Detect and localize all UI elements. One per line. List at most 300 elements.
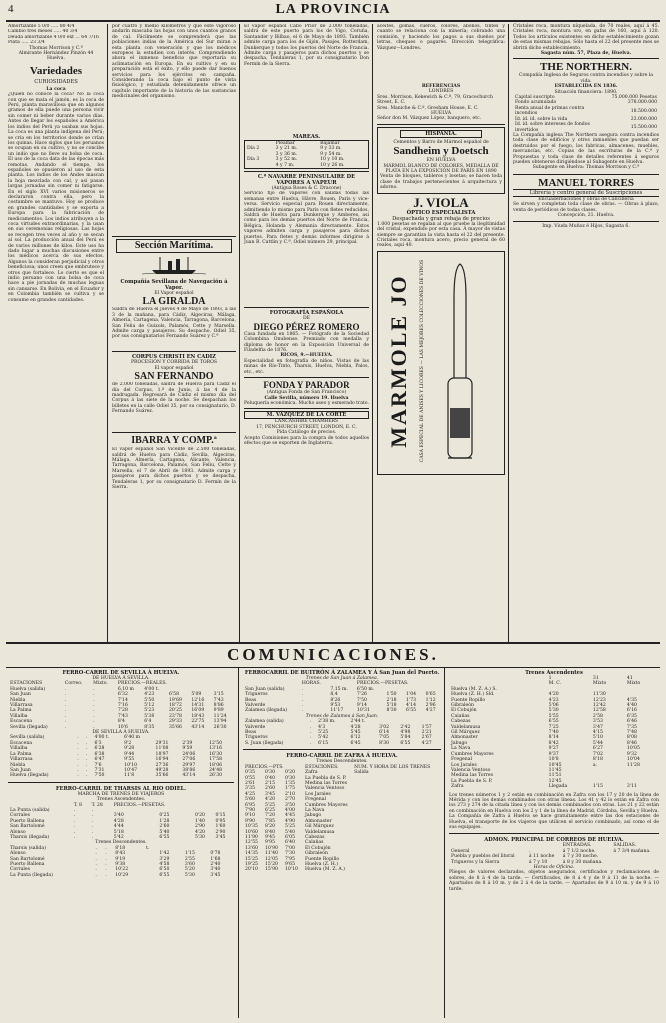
- railway-direction: DE HUELVA Á SEVILLA.: [92, 676, 150, 681]
- table-cell: La Nava: [451, 746, 471, 752]
- table-cell: 4'14: [406, 703, 417, 709]
- table-cell: 10'35: [245, 824, 258, 830]
- table-row: [303, 867, 441, 872]
- buitron-table-2: [243, 719, 441, 746]
- table-cell: .: [105, 856, 107, 862]
- marmolejo-label: MARMOLE JO: [386, 274, 411, 448]
- table-cell: 0'35: [245, 770, 256, 776]
- table-cell: 4'45: [285, 813, 296, 819]
- table-cell: 12'16: [191, 697, 205, 703]
- corte-details-2: Acepto Comisiones para la compra de todos aquellos efectos que se exporten de Inglaterra.: [244, 435, 369, 446]
- table-cell: San Juan: [10, 767, 31, 773]
- table-cell: 9'89: [213, 708, 224, 714]
- table-cell: 3'29: [159, 856, 170, 862]
- table-cell: 5'12: [144, 703, 155, 709]
- table-cell: 2'90: [194, 824, 205, 830]
- corpus-title: CORPUS CHRISTI EN CADIZ: [132, 354, 216, 361]
- marmolejo-ad: [377, 251, 505, 475]
- railway-direction: Trenes Descendentes.: [95, 840, 147, 846]
- railway-direction: DE SEVILLA Á HUELVA.: [92, 730, 150, 736]
- table-cell: 16'94: [155, 757, 169, 763]
- table-cell: 27'36: [155, 762, 169, 768]
- table-cell: Escacena: [10, 719, 33, 725]
- tides-cell: 3 y 52 m.: [275, 157, 298, 163]
- table-row: [449, 854, 659, 859]
- table-cell: 3'45: [210, 872, 221, 878]
- railway-title: FERRO-CARRIL DE ZAFRA Á HUELVA.: [286, 753, 398, 760]
- table-cell: 2'61: [245, 780, 256, 786]
- table-cell: Medina las Torres: [451, 773, 493, 779]
- table-cell: .: [77, 740, 79, 746]
- table-cell: 49'28: [155, 767, 169, 773]
- tides-cell: 10 y 26 m.: [320, 162, 345, 168]
- railway-title: FERRO-CARRIL DE THARSIS AL RIO ODIEL.: [55, 785, 187, 792]
- table-cell: .: [301, 686, 304, 692]
- divider: [513, 174, 659, 175]
- table-cell: 8'14: [548, 735, 559, 741]
- divider: [244, 408, 369, 409]
- table-cell: 6'47: [94, 757, 105, 763]
- company-title: IBARRA Y COMP.ª: [131, 435, 217, 447]
- page-number: 4: [8, 3, 14, 15]
- table-cell: San Juan: [10, 692, 31, 698]
- table-cell: 10'29: [115, 872, 129, 878]
- section-rule: [6, 667, 660, 668]
- table-cell: 5'40: [159, 829, 170, 835]
- tides-cell: 3 y 21 m.: [275, 146, 298, 152]
- table-cell: 0'20: [285, 770, 296, 776]
- table-cell: 12'50: [209, 740, 223, 746]
- tides-cell: [245, 163, 274, 169]
- table-cell: 10'6: [117, 724, 128, 730]
- table-cell: 24'48: [209, 767, 223, 773]
- viola-continuation: Cristales roca, montura níquelada, de 70 reales, aquí á 45. Cristales roca, montura oro, en gafas de 160, aquí á 120. Todos los artículos existentes en dicho establecimiento gozan de estas mismas rebajas. Sólo hasta el 22 del presente mes se abrirá dicho establecimiento.: [513, 24, 659, 51]
- table-cell: 13'16: [209, 746, 223, 752]
- table-row: [243, 840, 303, 845]
- table-cell: La Palma: [10, 708, 32, 714]
- table-cell: 10'04: [626, 757, 640, 763]
- table-cell: 7'28: [117, 708, 128, 714]
- table-cell: 7'02: [592, 751, 603, 757]
- zafra-ascendentes: [449, 670, 659, 892]
- table-cell: Zalamea (salida): [245, 719, 284, 725]
- table-cell: .: [64, 703, 67, 709]
- table-cell: 5'06: [548, 703, 559, 709]
- bottle-icon: [418, 258, 502, 468]
- navarre-title: C.ª NAVARRE PENINSULAIRE DE VAPORES A VAPEUR: [257, 174, 356, 187]
- table-cell: 5'10: [592, 735, 603, 741]
- section-rule: [6, 642, 660, 644]
- table-cell: .: [64, 713, 67, 719]
- table-cell: 10'8: [548, 757, 559, 763]
- table-cell: 19'69: [168, 697, 182, 703]
- rows: [243, 719, 441, 746]
- table-cell: Corrales: [10, 813, 30, 819]
- table-cell: 10'90: [265, 845, 278, 851]
- table-cell: Fregenal: [305, 797, 326, 803]
- tides-cell: Día 2: [247, 146, 260, 152]
- table-cell: 5'44: [592, 740, 603, 746]
- viola-address: Sagasta núm. 57, Plaza de, Huelva.: [540, 51, 632, 57]
- table-cell: 1'04: [406, 692, 417, 698]
- market-item: Plata ..... 23 3/4: [8, 40, 45, 46]
- table-cell: Fregenal: [451, 757, 472, 763]
- table-cell: 16'30: [209, 751, 223, 757]
- company-name: Compañía Sevillana de Navegación á Vapor.: [120, 279, 228, 291]
- table-cell: .: [64, 686, 67, 692]
- table-cell: 19'25: [245, 862, 258, 867]
- table-cell: Puerto Ballena: [10, 862, 45, 867]
- table-cell: 4'40: [626, 703, 637, 709]
- printer-name: Thomas Morrison y C.ª: [29, 45, 83, 51]
- northern-cell: 23.000.000: [630, 116, 657, 122]
- table-cell: Valdelamusa: [305, 829, 335, 835]
- corte-title: M. VÁZQUEZ DE LA CORTE: [244, 411, 369, 419]
- table-cell: 9'27: [548, 746, 559, 752]
- table-cell: Gibraleón: [305, 851, 328, 857]
- table-cell: Jabugo: [451, 740, 468, 746]
- rows: [8, 846, 234, 878]
- table-cell: Puerto Ballena: [10, 818, 45, 824]
- table-cell: 12'58: [592, 708, 606, 714]
- column-rule: [239, 24, 240, 642]
- table-cell: Niebla: [10, 762, 26, 768]
- article-body: ¿Quién no conoce la coca? No la coca con que se mata el jamón, es la coca de Perú, planta maravillosa que en algunos gramos de ella puede una persona vivir sin comer ni beber durante varios días. Antes de llegar los españoles a América los indios del Perú ya usaban sus hojas. La coca es una planta indígena del Perú; se cría en los territorios donde se crían los quinas. Hace siglos que los peruanos se ocupan en su cultivo, y no se concibe un indio que no lleve su bolsa de coca. El uso de la coca data de las épocas más remotas. Andando el tiempo, los españoles se opusieron al uso de esta planta. Los indios de los Andes mascan la hoja mezclada con cal, y así pasan largas jornadas sin comer ni fatigarse. En el siglo XVI varios misioneros se declararon contra ella, pero la costumbre se mantuvo. Hoy se produce en grandes cantidades y se exporta a Europa para la fabricación de medicamentos. Los indios atribuyen a la coca virtudes extraordinarias, y la usan en sus ceremonias religiosas. Las hojas se recogen tres veces al año y se secan al sol. La producción anual del Perú es de varios millones de kilos. Este uso ha dado lugar a muchas discusiones entre los médicos acerca de sus efectos. Algunos la consideran perjudicial y otros beneficiosa; unos creen que embrutece y otros que fortalece. Lo cierto es que el indio peruano con una bolsa de coca hace a pie jornadas de muchas leguas sin cansarse. En Bolivia, en el Ecuador y en Colombia también se cultiva y se consume en grandes cantidades.: [8, 92, 104, 303]
- viola-title: J. VIOLA: [413, 194, 469, 210]
- table-cell: 0'15: [215, 813, 226, 819]
- corpus-subtitle: PROCESIÓN Y CORRIDA DE TOROS: [130, 360, 218, 366]
- table-cell: 7'43: [117, 713, 128, 719]
- table-cell: Fuente Ropillo: [305, 856, 340, 862]
- table-cell: 9'32: [626, 751, 637, 757]
- table-row: [243, 851, 303, 856]
- table-cell: 2'70: [285, 797, 296, 803]
- ship-details: Saldrá de Huelva el jueves 4 de Mayo de 1893, á las 3 de la mañana, para Cádiz, Algeciras, Málaga, Almería, Cartagena, Valencia, Tarragona, Barcelona, San Feliu de Guixols, Palamós, Cette y Marsella. Admite carga y pasajeros. Su despacho, Odiel 35, por sus consignatarios Fernando Suárez y C.ª: [112, 307, 236, 340]
- table-cell: 10'31: [356, 708, 370, 714]
- table-row: [243, 867, 303, 872]
- table-cell: 1'28: [159, 818, 170, 824]
- torres-address: Concepción, 21. Huelva.: [557, 212, 615, 218]
- table-cell: .: [77, 762, 79, 768]
- table-cell: 5'30: [548, 708, 559, 714]
- table-cell: á 11 noche: [528, 854, 555, 860]
- table-cell: Villalba: [10, 713, 28, 719]
- table-cell: 5'23: [144, 708, 155, 714]
- table-cell: 4'00 t.: [144, 686, 160, 692]
- table-cell: Gil Márquez: [451, 730, 480, 736]
- table-cell: 7'31: [94, 767, 105, 773]
- table-cell: 24'06: [182, 751, 196, 757]
- table-cell: .: [85, 746, 88, 752]
- tides-header: Pleamar: [275, 141, 295, 146]
- table-cell: 11'40: [265, 851, 278, 857]
- table-cell: Tharsis (salida): [10, 845, 46, 851]
- column-rule: [444, 668, 445, 1018]
- table-cell: 10'47: [124, 767, 138, 773]
- table-cell: 6'3: [94, 740, 102, 746]
- table-cell: 8'30: [379, 740, 390, 746]
- table-cell: 5'42: [113, 834, 124, 840]
- table-cell: .: [93, 703, 95, 709]
- divider: [449, 833, 659, 834]
- table-cell: 5'84: [400, 735, 411, 741]
- table-cell: 27'06: [182, 757, 196, 763]
- table-cell: 5'25: [265, 802, 276, 808]
- cement-city: EN HUELVA: [426, 158, 456, 164]
- table-cell: 7'25: [548, 724, 559, 730]
- table-cell: 35'66: [155, 773, 169, 779]
- table-cell: 6'4: [144, 719, 152, 725]
- table-cell: 6'40: [285, 840, 296, 846]
- railway-title: FERROCARRIL DE BUITRÓN Á ZALAMEA Y Á San Juan del Puerto.: [244, 670, 440, 676]
- table-cell: 6'25: [265, 807, 276, 813]
- table-cell: Beas: [245, 730, 257, 736]
- table-cell: 4'23: [548, 697, 559, 703]
- ship-intro: El Vapor español: [154, 291, 194, 296]
- table-cell: 26'30: [213, 724, 227, 730]
- viola-subtitle: ÓPTICO ESPECIALISTA: [406, 209, 476, 216]
- table-cell: Medina las Torres: [305, 780, 347, 786]
- table-cell: El Cobujón: [451, 708, 477, 714]
- table-cell: La Nava: [305, 807, 325, 813]
- table-cell: .: [91, 818, 94, 824]
- table-cell: Sevilla (llegada): [10, 724, 48, 730]
- northern-cell: 378.000.000: [627, 100, 657, 106]
- column-3: [244, 24, 369, 446]
- printer-address: Almirante Hernández Pinzón 44: [18, 51, 94, 57]
- table-cell: 8'30: [386, 708, 397, 714]
- table-cell: 15'20: [265, 862, 278, 867]
- table-cell: t.: [146, 845, 150, 851]
- tides-cell: Día 3: [247, 157, 260, 163]
- table-cell: 2'39: [182, 740, 193, 746]
- table-cell: Zalamea (llegada): [245, 708, 288, 714]
- table-cell: .: [301, 708, 304, 714]
- northern-cell: 75.000.000 Pesetas: [611, 95, 657, 101]
- table-cell: 29'33: [168, 719, 182, 725]
- table-cell: [415, 867, 426, 872]
- table-cell: .: [77, 735, 79, 741]
- tharsis-table-2: [8, 846, 234, 878]
- reference-item: Señor don M. Vázquez López, banquero, etc.: [377, 116, 482, 122]
- table-cell: Almonaster: [451, 735, 478, 741]
- table-row: [243, 797, 303, 802]
- table-cell: 11'51: [548, 773, 562, 779]
- table-cell: 0'65: [425, 692, 436, 698]
- table-cell: 3'02: [379, 724, 390, 730]
- postal-hours-title: Horas de Oficina.: [533, 865, 575, 870]
- rows: [8, 735, 234, 778]
- col-header: SALIDAS.: [613, 843, 637, 849]
- table-cell: 5'42: [318, 735, 329, 741]
- table-cell: 16'09: [191, 708, 205, 714]
- tides-title: MAREAS.: [292, 134, 321, 140]
- table-cell: 4'90: [285, 818, 296, 824]
- table-cell: 8'4: [117, 719, 125, 725]
- table-cell: 2'42: [400, 724, 411, 730]
- table-cell: .: [77, 751, 79, 757]
- table-cell: 5'55: [548, 713, 559, 719]
- divider: [513, 58, 659, 59]
- references-title: REFERENCIAS: [421, 84, 461, 89]
- navarre-details: Servicio fijo de vapores con salidas todas las semanas entre Huelva, Hâvre, Rouen, París y vice-versa. Servicio especial para Rouen directamente, admitiendo lo mismo para París con fletes reducidos. Saldrá de Huelva para Dunkerque y Amberes, así como para los demás puertos del Norte de Francia, Bélgica, Holanda y Alemania directamente. Estos vapores admiten carga y pasajeros para dichos puertos. Para fletes y demás informes dirigirse á Juan B. Cattlin y C.ª, Odiel número 29, principal.: [244, 191, 369, 246]
- table-cell: 5'60: [245, 797, 256, 803]
- table-cell: .: [105, 872, 107, 878]
- table-cell: 3'35: [245, 786, 256, 792]
- table-cell: 2'55: [184, 856, 195, 862]
- table-cell: 6'55: [159, 834, 170, 840]
- table-cell: .: [85, 773, 88, 779]
- table-cell: 4'27: [421, 740, 432, 746]
- table-cell: 5'30: [194, 834, 205, 840]
- photo-details-2: Especialidad en fotografía de niños. Vistas de las minas de Río-Tinto, Tharsis, Huelva, Niebla, Palos, etc., etc.: [244, 358, 369, 375]
- column-rule: [107, 24, 108, 642]
- table-cell: 9'65: [285, 862, 296, 867]
- table-cell: 2'21: [421, 730, 432, 736]
- table-cell: 12'23: [592, 697, 606, 703]
- table-cell: .: [64, 697, 67, 703]
- table-cell: .: [85, 762, 88, 768]
- col-header: PRECIOS.—PESETAS.: [113, 802, 166, 808]
- table-cell: 5'45: [350, 730, 361, 736]
- table-cell: La Punta (salida): [10, 807, 50, 813]
- table-cell: 6'55: [406, 708, 417, 714]
- table-cell: .: [73, 834, 76, 840]
- torres-subtitle-2: Encuadernaciones y obras de Cancillería: [538, 196, 634, 202]
- table-cell: 9'95: [265, 840, 276, 846]
- corte-continuation: aceites, gomas, cueros, colores, abonos, tintes y cuanto se relaciona con la minería; cobrando una comisión, y haciendo los pagos a sus dueños por letras, cheques o pagarés. Dirección telegráfica: Vázquez—Londres.: [377, 24, 505, 51]
- rows: [243, 770, 303, 873]
- table-cell: San Bartolomé: [10, 856, 45, 862]
- table-cell: 6'15: [318, 740, 329, 746]
- column-rule: [372, 24, 373, 642]
- table-cell: 9'55: [124, 757, 135, 763]
- table-cell: 29'31: [155, 740, 169, 746]
- northern-cell: Capital suscripto: [515, 95, 555, 101]
- ship-intro: El vapor español: [154, 365, 194, 371]
- table-cell: 4'35: [626, 697, 637, 703]
- table-cell: 7'14: [117, 697, 128, 703]
- table-cell: 15'90: [265, 867, 278, 873]
- column-rule: [508, 24, 509, 642]
- table-cell: 20'25: [168, 708, 182, 714]
- photo-de: DE: [302, 316, 311, 322]
- table-cell: 5'20: [184, 867, 195, 873]
- table-cell: 7'50: [94, 773, 105, 779]
- col-header: PRECIOS.—REALES.: [117, 681, 167, 687]
- table-cell: 13'94: [213, 719, 227, 725]
- table-cell: 4'23: [144, 692, 155, 698]
- col-header: T. 8: [73, 802, 82, 808]
- table-cell: á 8 y 30 mañana.: [562, 859, 603, 865]
- table-cell: Valdelamusa: [451, 724, 481, 730]
- table-cell: 0'78: [210, 851, 221, 857]
- table-cell: 10'10: [285, 867, 298, 873]
- tides-header: Bajamar: [320, 141, 340, 146]
- table-cell: Huelva (llegada): [10, 773, 49, 779]
- table-cell: 6'45: [350, 740, 361, 746]
- table-cell: Cumbres Mayores: [451, 751, 494, 757]
- table-cell: .: [85, 757, 88, 763]
- table-cell: 29'97: [182, 762, 196, 768]
- table-cell: 5'18: [386, 703, 397, 709]
- ship-details: El vapor español Cabo Prior de 2.000 toneladas, saldrá de este puerto para los de Vigo, Coruña, Santander y Bilbao, el 6 de Mayo de 1893. También admite carga para los de Gijón, Pasajes, Rotterdam, Dunkerque y todos los puertos del Norte de Francia. Admite carga y pasajeros para dichos puertos y se despacha, Tendaleras 1, por su consignatario Don Fermín de la Sierra.: [244, 24, 369, 67]
- table-cell: Zafra: [305, 770, 318, 776]
- table-cell: Villalba: [10, 746, 28, 752]
- table-cell: 3'45: [215, 834, 226, 840]
- table-cell: .: [77, 767, 79, 773]
- northern-cell: Fondo acumulado: [515, 100, 557, 106]
- table-cell: 1'60: [215, 824, 226, 830]
- northern-cell: 18.500.000: [630, 108, 657, 114]
- table-cell: 4'00: [285, 807, 296, 813]
- table-cell: Villarrasa: [10, 703, 33, 709]
- table-cell: 0'95: [215, 818, 226, 824]
- table-cell: Escacena: [10, 740, 33, 746]
- table-cell: 6'32: [117, 692, 128, 698]
- table-cell: 7'30: [285, 851, 296, 857]
- table-cell: 0'20: [194, 813, 205, 819]
- table-cell: 6'38: [94, 751, 105, 757]
- fonda-title: FONDA Y PARADOR: [263, 380, 350, 391]
- table-cell: Trigueros y la Sierra: [451, 859, 500, 865]
- table-cell: .: [309, 724, 312, 730]
- table-cell: .: [309, 719, 312, 725]
- table-cell: 1'57: [421, 724, 432, 730]
- table-cell: 11'17: [330, 708, 344, 714]
- market-list: [8, 24, 104, 46]
- table-cell: 3'50: [285, 802, 296, 808]
- table-cell: 3'60: [184, 862, 195, 867]
- table-cell: 8'35: [144, 724, 155, 730]
- torres-details: Se sirven y completan toda clase de obras. — Obras á plazo, venta de periódicos de todas clases.: [513, 202, 659, 213]
- table-cell: San Juan (salida): [245, 686, 285, 692]
- railway-direction: Trenes de San Juan á Zalamea.: [305, 676, 379, 681]
- table-cell: 1'50: [386, 692, 397, 698]
- table-cell: .: [64, 719, 67, 725]
- table-cell: Jabugo: [305, 813, 322, 819]
- railway-subtitle: MARCHA DE TRENES DE VIAJEROS: [77, 791, 165, 797]
- table-cell: [403, 867, 414, 872]
- table-cell: 12'42: [592, 703, 606, 709]
- table-row: [8, 824, 234, 829]
- table-row: [8, 773, 234, 778]
- table-cell: 4'27: [425, 708, 436, 714]
- tides-cell: 4 y 7 m.: [275, 162, 295, 168]
- table-cell: 9'10: [245, 813, 256, 819]
- table-cell: Villarrasa: [10, 757, 33, 763]
- table-cell: .: [95, 845, 97, 851]
- table-cell: 43'14: [191, 724, 205, 730]
- ship-name: SAN FERNANDO: [134, 371, 214, 383]
- table-cell: 4'20: [265, 797, 276, 803]
- table-cell: Sevilla (salida): [10, 735, 45, 741]
- table-cell: 9'19: [115, 856, 126, 862]
- printer-city: Huelva.: [47, 56, 65, 62]
- table-cell: 11'24: [213, 713, 227, 719]
- table-cell: 2'96: [425, 703, 436, 709]
- northern-cell: Íd. íd. sobre intereses de fondos invertidos: [515, 122, 590, 133]
- table-cell: Cumbres Mayores: [305, 802, 348, 808]
- divider: [377, 124, 505, 125]
- viola-details: 1.000 pesetas se regalan al que pruebe la ilegitimidad del cristal, expendido por esta casa. Á mayor de vistas siempre se garantiza la vista hasta el 22 del presente. Cristales roca, montura acero, precio general de 60 reales, aquí 40.: [377, 221, 505, 249]
- hispania-ad: [377, 127, 505, 194]
- table-cell: Valencia Ventoso: [305, 786, 345, 792]
- table-cell: 4'44: [113, 824, 124, 830]
- table-cell: La Puebla de S. P.: [305, 775, 347, 781]
- table-cell: .: [64, 692, 67, 698]
- table-cell: Puebla y pueblos del litoral: [451, 854, 515, 860]
